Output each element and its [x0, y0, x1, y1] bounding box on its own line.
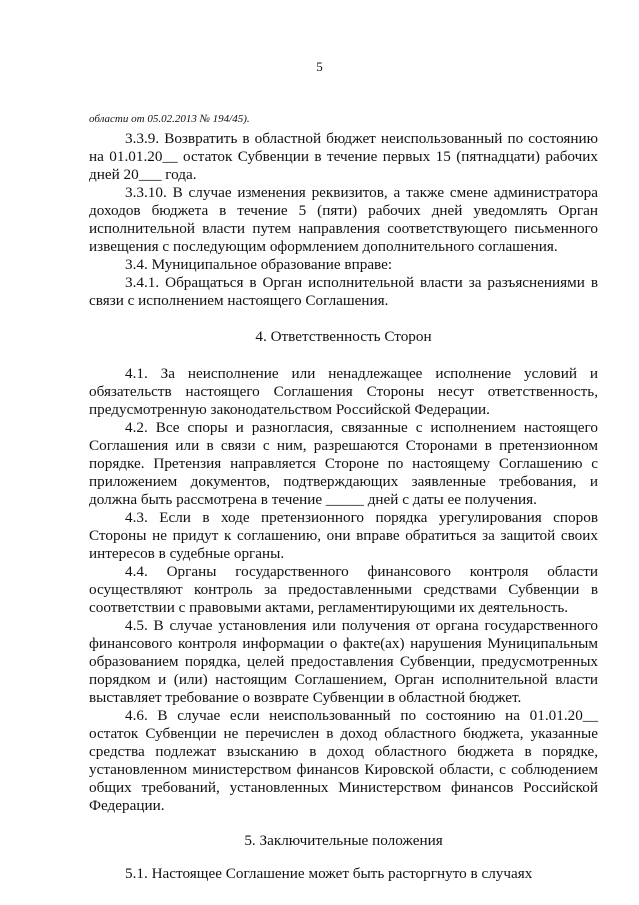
paragraph-4-5: 4.5. В случае установления или получения от органа государственного финансового контроля информации о факте(ах) нарушения Муниципальным образованием порядка, целей предоставления Субвенции, предусмотренных порядком и (или) настоящим Соглашением, Орган исполнительной власти выставляет требование о возврате Субвенции в областной бюджет. [89, 617, 598, 706]
paragraph-3-3-9: 3.3.9. Возвратить в областной бюджет неиспользованный по состоянию на 01.01.20__ остаток Субвенции в течение первых 15 (пятнадцати) рабочих дней 20___ года. [89, 130, 598, 183]
paragraph-4-3: 4.3. Если в ходе претензионного порядка урегулирования споров Стороны не придут к соглашению, они вправе обратиться за защитой своих интересов в судебные органы. [89, 509, 598, 562]
section-4-heading: 4. Ответственность Сторон [255, 328, 432, 345]
paragraph-3-4-1: 3.4.1. Обращаться в Орган исполнительной власти за разъяснениями в связи с исполнением настоящего Соглашения. [89, 274, 598, 309]
paragraph-4-4: 4.4. Органы государственного финансового контроля области осуществляют контроль за предоставленными средствами Субвенции в соответствии с правовыми актами, регламентирующими их деятельность. [89, 563, 598, 616]
paragraph-4-6: 4.6. В случае если неиспользованный по состоянию на 01.01.20__ остаток Субвенции не перечислен в доход областного бюджета, указанные средства подлежат взысканию в доход областного бюджета в порядке, установленном министерством финансов Кировской области, с соблюдением общих требований, установленных Министерством финансов Российской Федерации. [89, 707, 598, 814]
paragraph-5-1: 5.1. Настоящее Соглашение может быть расторгнуто в случаях [125, 865, 533, 882]
document-body [89, 113, 598, 883]
page-number: 5 [316, 59, 323, 74]
source-note: области от 05.02.2013 № 194/45). [89, 113, 250, 125]
paragraph-3-4: 3.4. Муниципальное образование вправе: [125, 256, 393, 273]
section-5-heading: 5. Заключительные положения [244, 832, 443, 849]
paragraph-4-2: 4.2. Все споры и разногласия, связанные с исполнением настоящего Соглашения или в связи с ним, разрешаются Сторонами в претензионном порядке. Претензия направляется Стороне по настоящему Соглашению с приложением документов, подтверждающих заявленные требования, и должна быть рассмотрена в течение _____ дней с даты ее получения. [89, 419, 598, 508]
paragraph-3-3-10: 3.3.10. В случае изменения реквизитов, а также смене администратора доходов бюджета в течение 5 (пяти) рабочих дней уведомлять Орган исполнительной власти путем направления соответствующего письменного извещения с последующим оформлением дополнительного соглашения. [89, 184, 598, 255]
paragraph-4-1: 4.1. За неисполнение или ненадлежащее исполнение условий и обязательств настоящего Соглашения Стороны несут ответственность, предусмотренную законодательством Российской Федерации. [89, 365, 598, 418]
